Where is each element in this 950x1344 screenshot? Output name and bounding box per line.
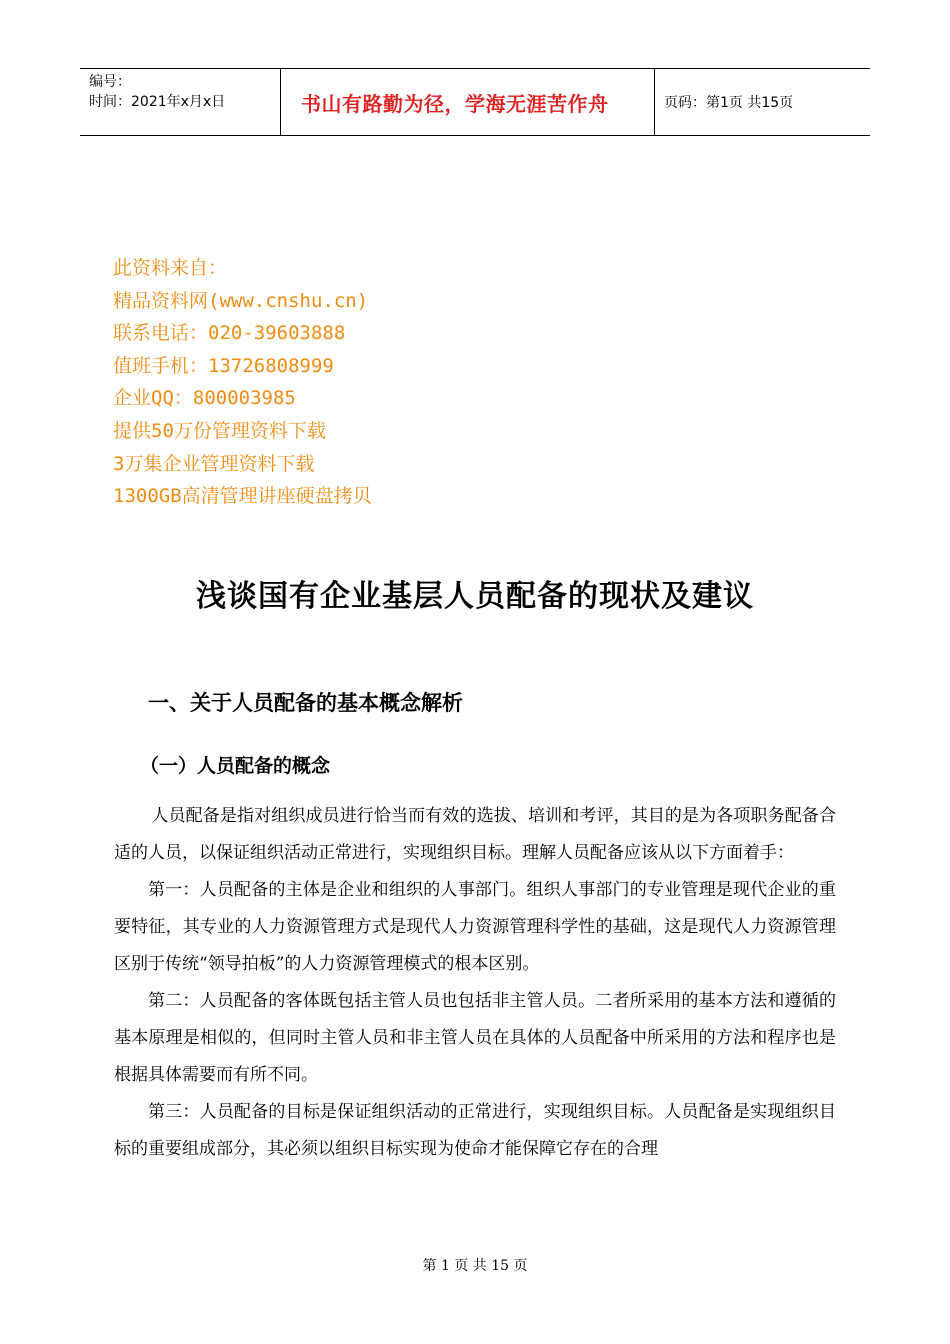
document-title: 浅谈国有企业基层人员配备的现状及建议 — [196, 579, 754, 614]
source-line: 3万集企业管理资料下载 — [113, 452, 315, 475]
subsection-heading: （一）人员配备的概念 — [140, 755, 331, 777]
source-line: 值班手机：13726808999 — [113, 354, 334, 377]
source-info-block — [113, 252, 372, 513]
body-text — [114, 798, 836, 1168]
header-motto-cell — [281, 69, 655, 135]
paragraph: 第一：人员配备的主体是企业和组织的人事部门。组织人事部门的专业管理是现代企业的重要特征，其专业的人力资源管理方式是现代人力资源管理科学性的基础，这是现代人力资源管理区别于传统“领导拍板”的人力资源管理模式的根本区别。 — [114, 880, 836, 974]
page-footer — [0, 1256, 950, 1276]
source-line: 1300GB高清管理讲座硬盘拷贝 — [113, 485, 372, 508]
paragraph: 第三：人员配备的目标是保证组织活动的正常进行，实现组织目标。人员配备是实现组织目标的重要组成部分，其必须以组织目标实现为使命才能保障它存在的合理 — [114, 1102, 836, 1159]
header-page-cell — [655, 69, 870, 135]
source-line: 联系电话：020-39603888 — [113, 322, 346, 345]
source-line: 企业QQ：800003985 — [113, 387, 296, 410]
paragraph: 第二：人员配备的客体既包括主管人员也包括非主管人员。二者所采用的基本方法和遵循的基本原理是相似的，但同时主管人员和非主管人员在具体的人员配备中所采用的方法和程序也是根据具体需要而有所不同。 — [114, 991, 836, 1085]
section-heading: 一、关于人员配备的基本概念解析 — [148, 691, 463, 715]
paragraph: 人员配备是指对组织成员进行恰当而有效的选拔、培训和考评，其目的是为各项职务配备合适的人员，以保证组织活动正常进行，实现组织目标。理解人员配备应该从以下方面着手： — [114, 806, 836, 863]
page-header — [80, 68, 870, 136]
source-line: 精品资料网(www.cnshu.cn) — [113, 289, 369, 312]
footer-page-number: 第 1 页 共 15 页 — [422, 1258, 528, 1274]
source-line: 此资料来自： — [113, 257, 228, 279]
motto-text: 书山有路勤为径，学海无涯苦作舟 — [301, 91, 609, 116]
header-page-info: 页码：第1页 共15页 — [664, 95, 794, 111]
serial-label: 编号： — [89, 74, 131, 90]
date-label: 时间：2021年x月x日 — [89, 94, 226, 110]
source-line: 提供50万份管理资料下载 — [113, 419, 326, 442]
header-meta-cell — [80, 69, 281, 135]
